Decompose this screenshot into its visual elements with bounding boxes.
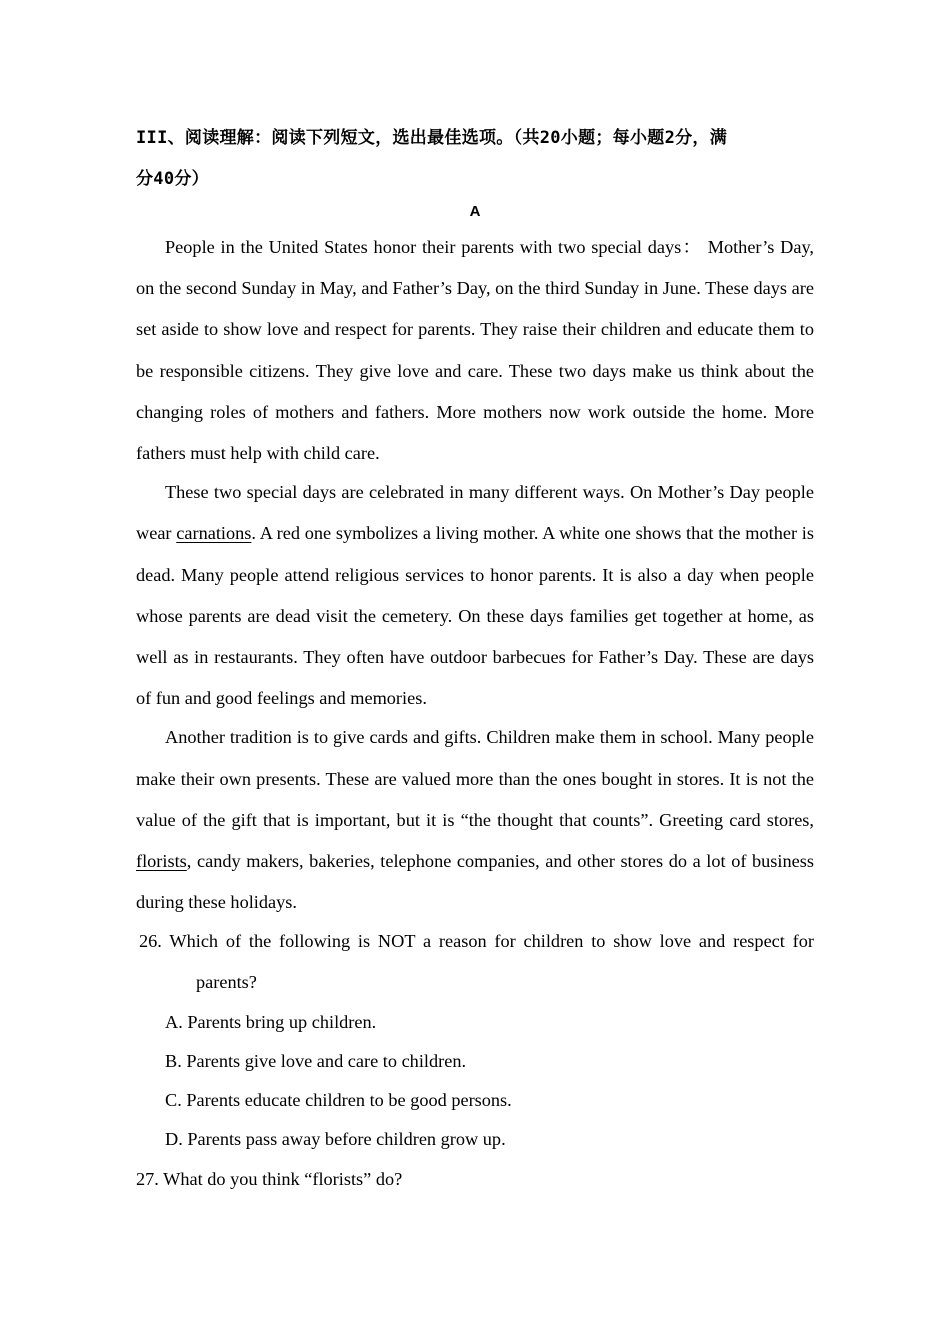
paragraph-text: People in the United States honor their parents with two special days： Mother’s Day, on the second Sunday in May, and Father’s Day, on the third Sunday in June. These days are set aside to show love and respect for parents. They raise their children and educate them to be responsible citizens. They give love and care. These two days make us think about the changing roles of mothers and fathers. More mothers now work outside the home. More fathers must help with child care. (136, 237, 814, 464)
option-b: B. Parents give love and care to children. (165, 1051, 467, 1072)
option-c: C. Parents educate children to be good persons. (165, 1090, 512, 1111)
paragraph-text: These two special days are celebrated in many different ways. On Mother’s Day people wear (136, 482, 814, 544)
question-27 (136, 1159, 814, 1200)
paragraph-text: Another tradition is to give cards and gifts. Children make them in school. Many people make their own presents. These are valued more than the ones bought in stores. It is not the value of the gift that is important, but it is “the thought that counts”. Greeting card stores, (136, 727, 814, 830)
underlined-word-florists: florists (136, 851, 187, 872)
paragraph-text: . A red one symbolizes a living mother. A white one shows that the mother is dead. Many people attend religious services to honor parents. It is also a day when people whose parents are dead visit the cemetery. On these days families get together at home, as well as in restaurants. They often have outdoor barbecues for Father’s Day. These are days of fun and good feelings and memories. (136, 523, 814, 709)
passage-paragraph-3 (136, 717, 814, 923)
section-heading (136, 118, 814, 200)
underlined-word-carnations: carnations (176, 523, 252, 544)
question-text: What do you think “florists” do? (163, 1169, 403, 1190)
paragraph-text: , candy makers, bakeries, telephone companies, and other stores do a lot of business during these holidays. (136, 851, 814, 913)
question-number: 26. (139, 931, 162, 952)
option-d: D. Parents pass away before children grow up. (165, 1129, 506, 1150)
passage-paragraph-2 (136, 472, 814, 719)
section-heading-line1: III、阅读理解：阅读下列短文，选出最佳选项。（共20小题；每小题2分，满 (136, 128, 728, 148)
passage-paragraph-1 (136, 227, 814, 474)
question-26 (136, 921, 814, 1003)
question-number: 27. (136, 1169, 159, 1190)
section-heading-line2: 分40分） (136, 169, 209, 189)
passage-letter: A (469, 203, 481, 220)
question-text: Which of the following is NOT a reason for children to show love and respect for parents? (169, 931, 814, 993)
option-a: A. Parents bring up children. (165, 1012, 377, 1033)
document-page (136, 118, 814, 1200)
